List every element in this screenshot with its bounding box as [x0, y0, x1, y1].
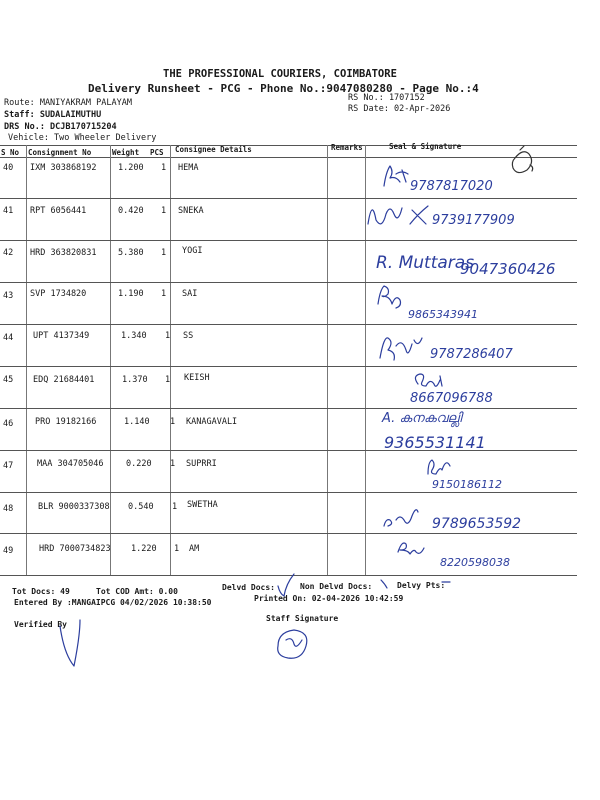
handwritten-phone: 9365531141: [384, 433, 486, 452]
col-header-consignee: Consignee Details: [175, 145, 252, 154]
row-sno: 41: [3, 206, 14, 216]
tick-mark-icon: [381, 580, 387, 588]
delivered-docs: Delvd Docs:: [222, 583, 275, 592]
row-pcs: 1: [165, 375, 171, 385]
signature-mark: [384, 166, 408, 186]
row-weight: 0.540: [128, 502, 154, 512]
row-consignment: SVP 1734820: [30, 289, 87, 299]
handwritten-phone: 9150186112: [432, 478, 502, 491]
row-consignment: MAA 304705046: [37, 459, 104, 469]
row-pcs: 1: [170, 459, 176, 469]
row-consignee: KEISH: [184, 373, 210, 383]
total-cod: Tot COD Amt: 0.00: [96, 587, 178, 596]
staff-signature-label: Staff Signature: [266, 614, 339, 623]
signature-mark: [428, 460, 450, 474]
row-weight: 0.220: [126, 459, 152, 469]
row-weight: 1.200: [118, 163, 144, 173]
row-consignee: YOGI: [182, 246, 203, 256]
signature-mark: [384, 510, 418, 526]
row-sno: 43: [3, 291, 14, 301]
delivery-points: Delvy Pts:: [397, 581, 446, 590]
row-weight: 1.340: [121, 331, 147, 341]
signature-mark: [398, 543, 424, 554]
handwritten-phone: 9787286407: [430, 347, 513, 362]
handwritten-phone: 9787817020: [410, 179, 493, 194]
runsheet-title: Delivery Runsheet - PCG - Phone No.:9047080280 - Page No.:4: [88, 82, 479, 95]
row-pcs: 1: [174, 544, 180, 554]
row-consignment: EDQ 21684401: [33, 375, 95, 385]
total-docs: Tot Docs: 49: [12, 587, 70, 596]
row-sno: 46: [3, 419, 14, 429]
row-consignment: RPT 6056441: [30, 206, 87, 216]
signature-mark: [368, 206, 428, 224]
handwritten-phone: 9789653592: [432, 516, 522, 532]
handwritten-phone: 9047360426: [460, 260, 556, 278]
col-header-remarks: Remarks: [331, 143, 363, 152]
signature-mark: [380, 338, 422, 360]
row-pcs: 1: [170, 417, 176, 427]
handwritten-phone: 9739177909: [432, 213, 515, 228]
rs-number: RS No.: 1707152: [348, 93, 425, 103]
row-pcs: 1: [161, 163, 167, 173]
col-header-pcs: PCS: [150, 148, 164, 157]
staff-text: Staff: SUDALAIMUTHU: [4, 110, 102, 120]
row-consignee: SUPRRI: [186, 459, 217, 469]
col-header-consignment: Consignment No: [28, 148, 92, 157]
row-weight: 1.190: [118, 289, 144, 299]
handwritten-name: A. കനകവല്ലി: [382, 411, 462, 426]
row-pcs: 1: [161, 206, 167, 216]
handwritten-phone: 8220598038: [440, 556, 510, 569]
row-consignee: SWETHA: [187, 500, 218, 510]
row-pcs: 1: [161, 248, 167, 258]
col-header-seal: Seal & Signature: [389, 142, 462, 151]
printed-on: Printed On: 02-04-2026 10:42:59: [254, 594, 404, 603]
handwritten-phone: 9865343941: [408, 308, 478, 321]
entered-by: Entered By :MANGAIPCG 04/02/2026 10:38:50: [14, 598, 212, 607]
col-header-sno: S No: [1, 148, 20, 157]
row-sno: 48: [3, 504, 14, 514]
row-consignee: AM: [189, 544, 200, 554]
row-consignee: SNEKA: [178, 206, 204, 216]
row-pcs: 1: [165, 331, 171, 341]
row-sno: 40: [3, 163, 14, 173]
verified-signature: [60, 620, 80, 666]
non-delivered-docs: Non Delvd Docs:: [300, 582, 373, 591]
row-consignment: UPT 4137349: [33, 331, 90, 341]
handwritten-name: R. Muttaras: [376, 253, 475, 273]
row-pcs: 1: [161, 289, 167, 299]
row-sno: 42: [3, 248, 14, 258]
row-weight: 1.220: [131, 544, 157, 554]
row-consignee: HEMA: [178, 163, 199, 173]
route-text: Route: MANIYAKRAM PALAYAM: [4, 98, 132, 108]
rs-date: RS Date: 02-Apr-2026: [348, 104, 451, 114]
row-consignment: IXM 303868192: [30, 163, 97, 173]
tick-mark-icon: [278, 574, 294, 596]
row-weight: 1.140: [124, 417, 150, 427]
row-consignee: SAI: [182, 289, 198, 299]
row-consignee: SS: [183, 331, 194, 341]
row-consignment: PRO 19182166: [35, 417, 97, 427]
row-weight: 0.420: [118, 206, 144, 216]
staff-signature: [278, 630, 307, 658]
row-consignee: KANAGAVALI: [186, 417, 238, 427]
row-weight: 5.380: [118, 248, 144, 258]
ink-smudge-icon: [512, 146, 532, 173]
company-name: THE PROFESSIONAL COURIERS, COIMBATORE: [163, 68, 397, 80]
row-consignment: BLR 9000337308: [38, 502, 110, 512]
row-sno: 47: [3, 461, 14, 471]
drs-number: DRS No.: DCJB170715204: [4, 122, 117, 132]
vehicle-text: Vehicle: Two Wheeler Delivery: [8, 133, 157, 143]
signature-mark: [378, 286, 401, 308]
row-weight: 1.370: [122, 375, 148, 385]
col-header-weight: Weight: [112, 148, 140, 157]
handwritten-phone: 8667096788: [410, 391, 493, 406]
row-sno: 45: [3, 375, 14, 385]
row-sno: 49: [3, 546, 14, 556]
row-pcs: 1: [172, 502, 178, 512]
row-sno: 44: [3, 333, 14, 343]
row-consignment: HRD 7000734823: [39, 544, 111, 554]
row-consignment: HRD 363820831: [30, 248, 97, 258]
signature-mark: [415, 374, 442, 386]
verified-by-label: Verified By: [14, 620, 67, 629]
